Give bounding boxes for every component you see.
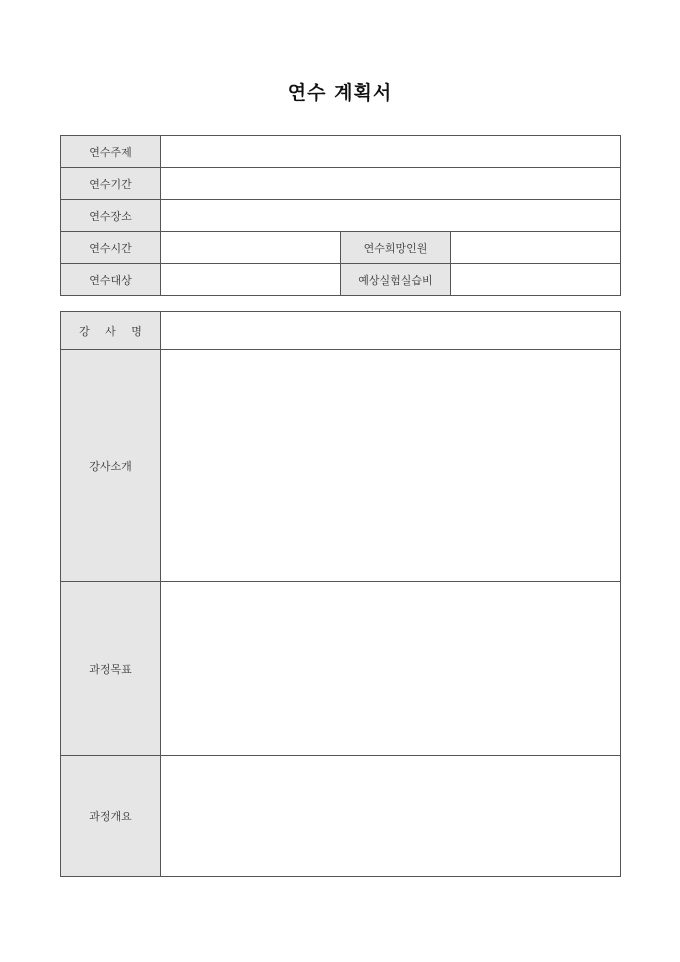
instructor-name-row xyxy=(61,312,621,350)
hours-field[interactable] xyxy=(161,232,341,264)
topic-row xyxy=(61,136,621,168)
period-field[interactable] xyxy=(161,168,621,200)
instructor-name-field[interactable] xyxy=(161,312,621,350)
instructor-intro-label: 강사소개 xyxy=(61,350,161,582)
topic-field[interactable] xyxy=(161,136,621,168)
instructor-course-table xyxy=(60,311,621,877)
period-row xyxy=(61,168,621,200)
place-row xyxy=(61,200,621,232)
instructor-name-label-text: 강 사 명 xyxy=(79,324,148,338)
training-info-table xyxy=(60,135,621,296)
document-title: 연수 계획서 xyxy=(287,82,393,104)
course-outline-row xyxy=(61,756,621,877)
hours-row xyxy=(61,232,621,264)
place-field[interactable] xyxy=(161,200,621,232)
course-outline-label: 과정개요 xyxy=(61,756,161,877)
target-label: 연수대상 xyxy=(61,264,161,296)
hours-label: 연수시간 xyxy=(61,232,161,264)
course-outline-field[interactable] xyxy=(161,756,621,877)
instructor-name-label xyxy=(61,312,161,350)
period-label: 연수기간 xyxy=(61,168,161,200)
target-row xyxy=(61,264,621,296)
cost-label: 예상실험실습비 xyxy=(341,264,451,296)
applicants-field[interactable] xyxy=(451,232,621,264)
cost-field[interactable] xyxy=(451,264,621,296)
course-goal-field[interactable] xyxy=(161,582,621,756)
place-label: 연수장소 xyxy=(61,200,161,232)
course-goal-label: 과정목표 xyxy=(61,582,161,756)
topic-label: 연수주제 xyxy=(61,136,161,168)
instructor-intro-row xyxy=(61,350,621,582)
applicants-label: 연수희망인원 xyxy=(341,232,451,264)
instructor-intro-field[interactable] xyxy=(161,350,621,582)
course-goal-row xyxy=(61,582,621,756)
target-field[interactable] xyxy=(161,264,341,296)
